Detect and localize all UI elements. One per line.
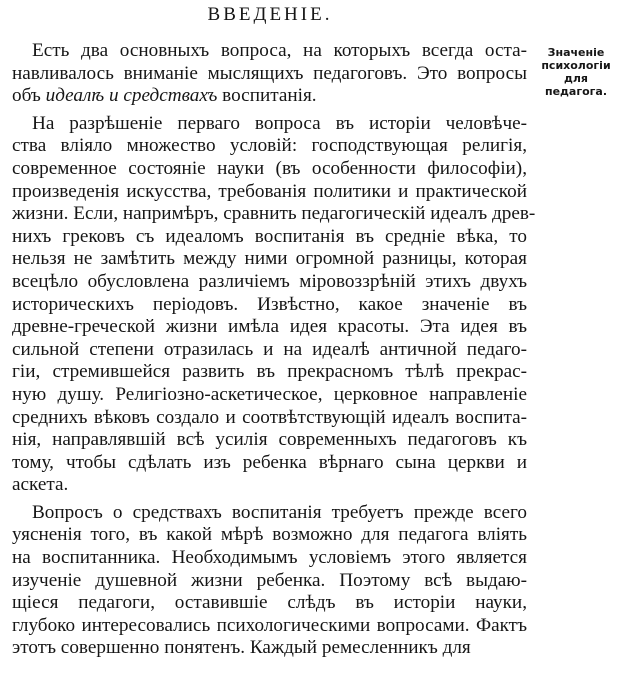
text-line: современное состояніе науки (въ особенности философіи), bbox=[12, 157, 527, 179]
text-line: На разрѣшеніе перваго вопроса въ исторіи человѣче- bbox=[32, 112, 527, 134]
text-line: глубоко интересовались психологическими вопросами. Фактъ bbox=[12, 614, 527, 636]
text-line: этотъ совершенно понятенъ. Каждый ремесленникъ для bbox=[12, 637, 471, 659]
text-line: древне-греческой жизни имѣла идея красоты. Эта идея въ bbox=[12, 316, 527, 338]
text-line: ную душу. Религіозно-аскетическое, церковное направленіе bbox=[12, 383, 527, 405]
text-line: сильной степени отразилась и на идеалѣ античной педаго- bbox=[12, 338, 527, 360]
text-line: щіеся педагоги, оставившіе слѣдъ въ исторіи науки, bbox=[12, 592, 527, 614]
text-line: гіи, стремившейся развить въ прекрасномъ тѣлѣ прекрас- bbox=[12, 361, 527, 383]
text-line: аскета. bbox=[12, 474, 69, 496]
text-line: тому, чтобы сдѣлать изъ ребенка вѣрнаго сына церкви и bbox=[12, 451, 527, 473]
text-line: Есть два основныхъ вопроса, на которыхъ всегда оста- bbox=[32, 40, 527, 61]
margin-note-line: психологіи bbox=[541, 59, 611, 72]
text-line: нихъ грековъ съ идеаломъ воспитанія въ средніе вѣка, то bbox=[12, 225, 527, 247]
text-line: среднихъ вѣковъ создало и соотвѣтствующій идеалъ воспита- bbox=[12, 406, 527, 428]
text-line: ства вліяло множество условій: господствующая религія, bbox=[12, 135, 527, 157]
margin-note-line: Значеніе bbox=[547, 46, 605, 59]
text-line: нія, направлявшій всѣ усилія современныхъ педагоговъ къ bbox=[12, 429, 527, 451]
text-line: навливалось вниманіе мыслящихъ педагоговъ. Это вопросы bbox=[12, 62, 527, 84]
emphasized-text: идеалѣ и средствахъ bbox=[45, 85, 218, 107]
text-line: уясненія того, въ какой мѣрѣ возможно для педагога вліять bbox=[12, 524, 527, 546]
text-line: всецѣло обусловлена различіемъ міровоззрѣній этихъ двухъ bbox=[12, 270, 527, 292]
text-line: на воспитанника. Необходимымъ условіемъ этого является bbox=[12, 547, 527, 569]
text-line: жизни. Если, напримѣръ, сравнить педагогическій идеалъ древ- bbox=[12, 203, 536, 225]
margin-note bbox=[532, 46, 620, 98]
body-text bbox=[12, 40, 536, 660]
page-heading: ВВЕДЕНІЕ. bbox=[207, 4, 333, 25]
text-line: произведенія искусства, требованія политики и практической bbox=[12, 180, 527, 202]
text-line: изученіе душевной жизни ребенка. Поэтому всѣ выдаю- bbox=[12, 569, 527, 591]
text-line: нельзя не замѣтить между ними огромной разницы, которая bbox=[12, 248, 527, 270]
margin-note-line: для педагога. bbox=[544, 72, 608, 98]
text-line: Вопросъ о средствахъ воспитанія требуетъ прежде всего bbox=[32, 501, 527, 523]
text-line: историческихъ періодовъ. Извѣстно, какое значеніе въ bbox=[12, 293, 527, 315]
text-line: объ идеалѣ и средствахъ воспитанія. bbox=[12, 85, 317, 107]
